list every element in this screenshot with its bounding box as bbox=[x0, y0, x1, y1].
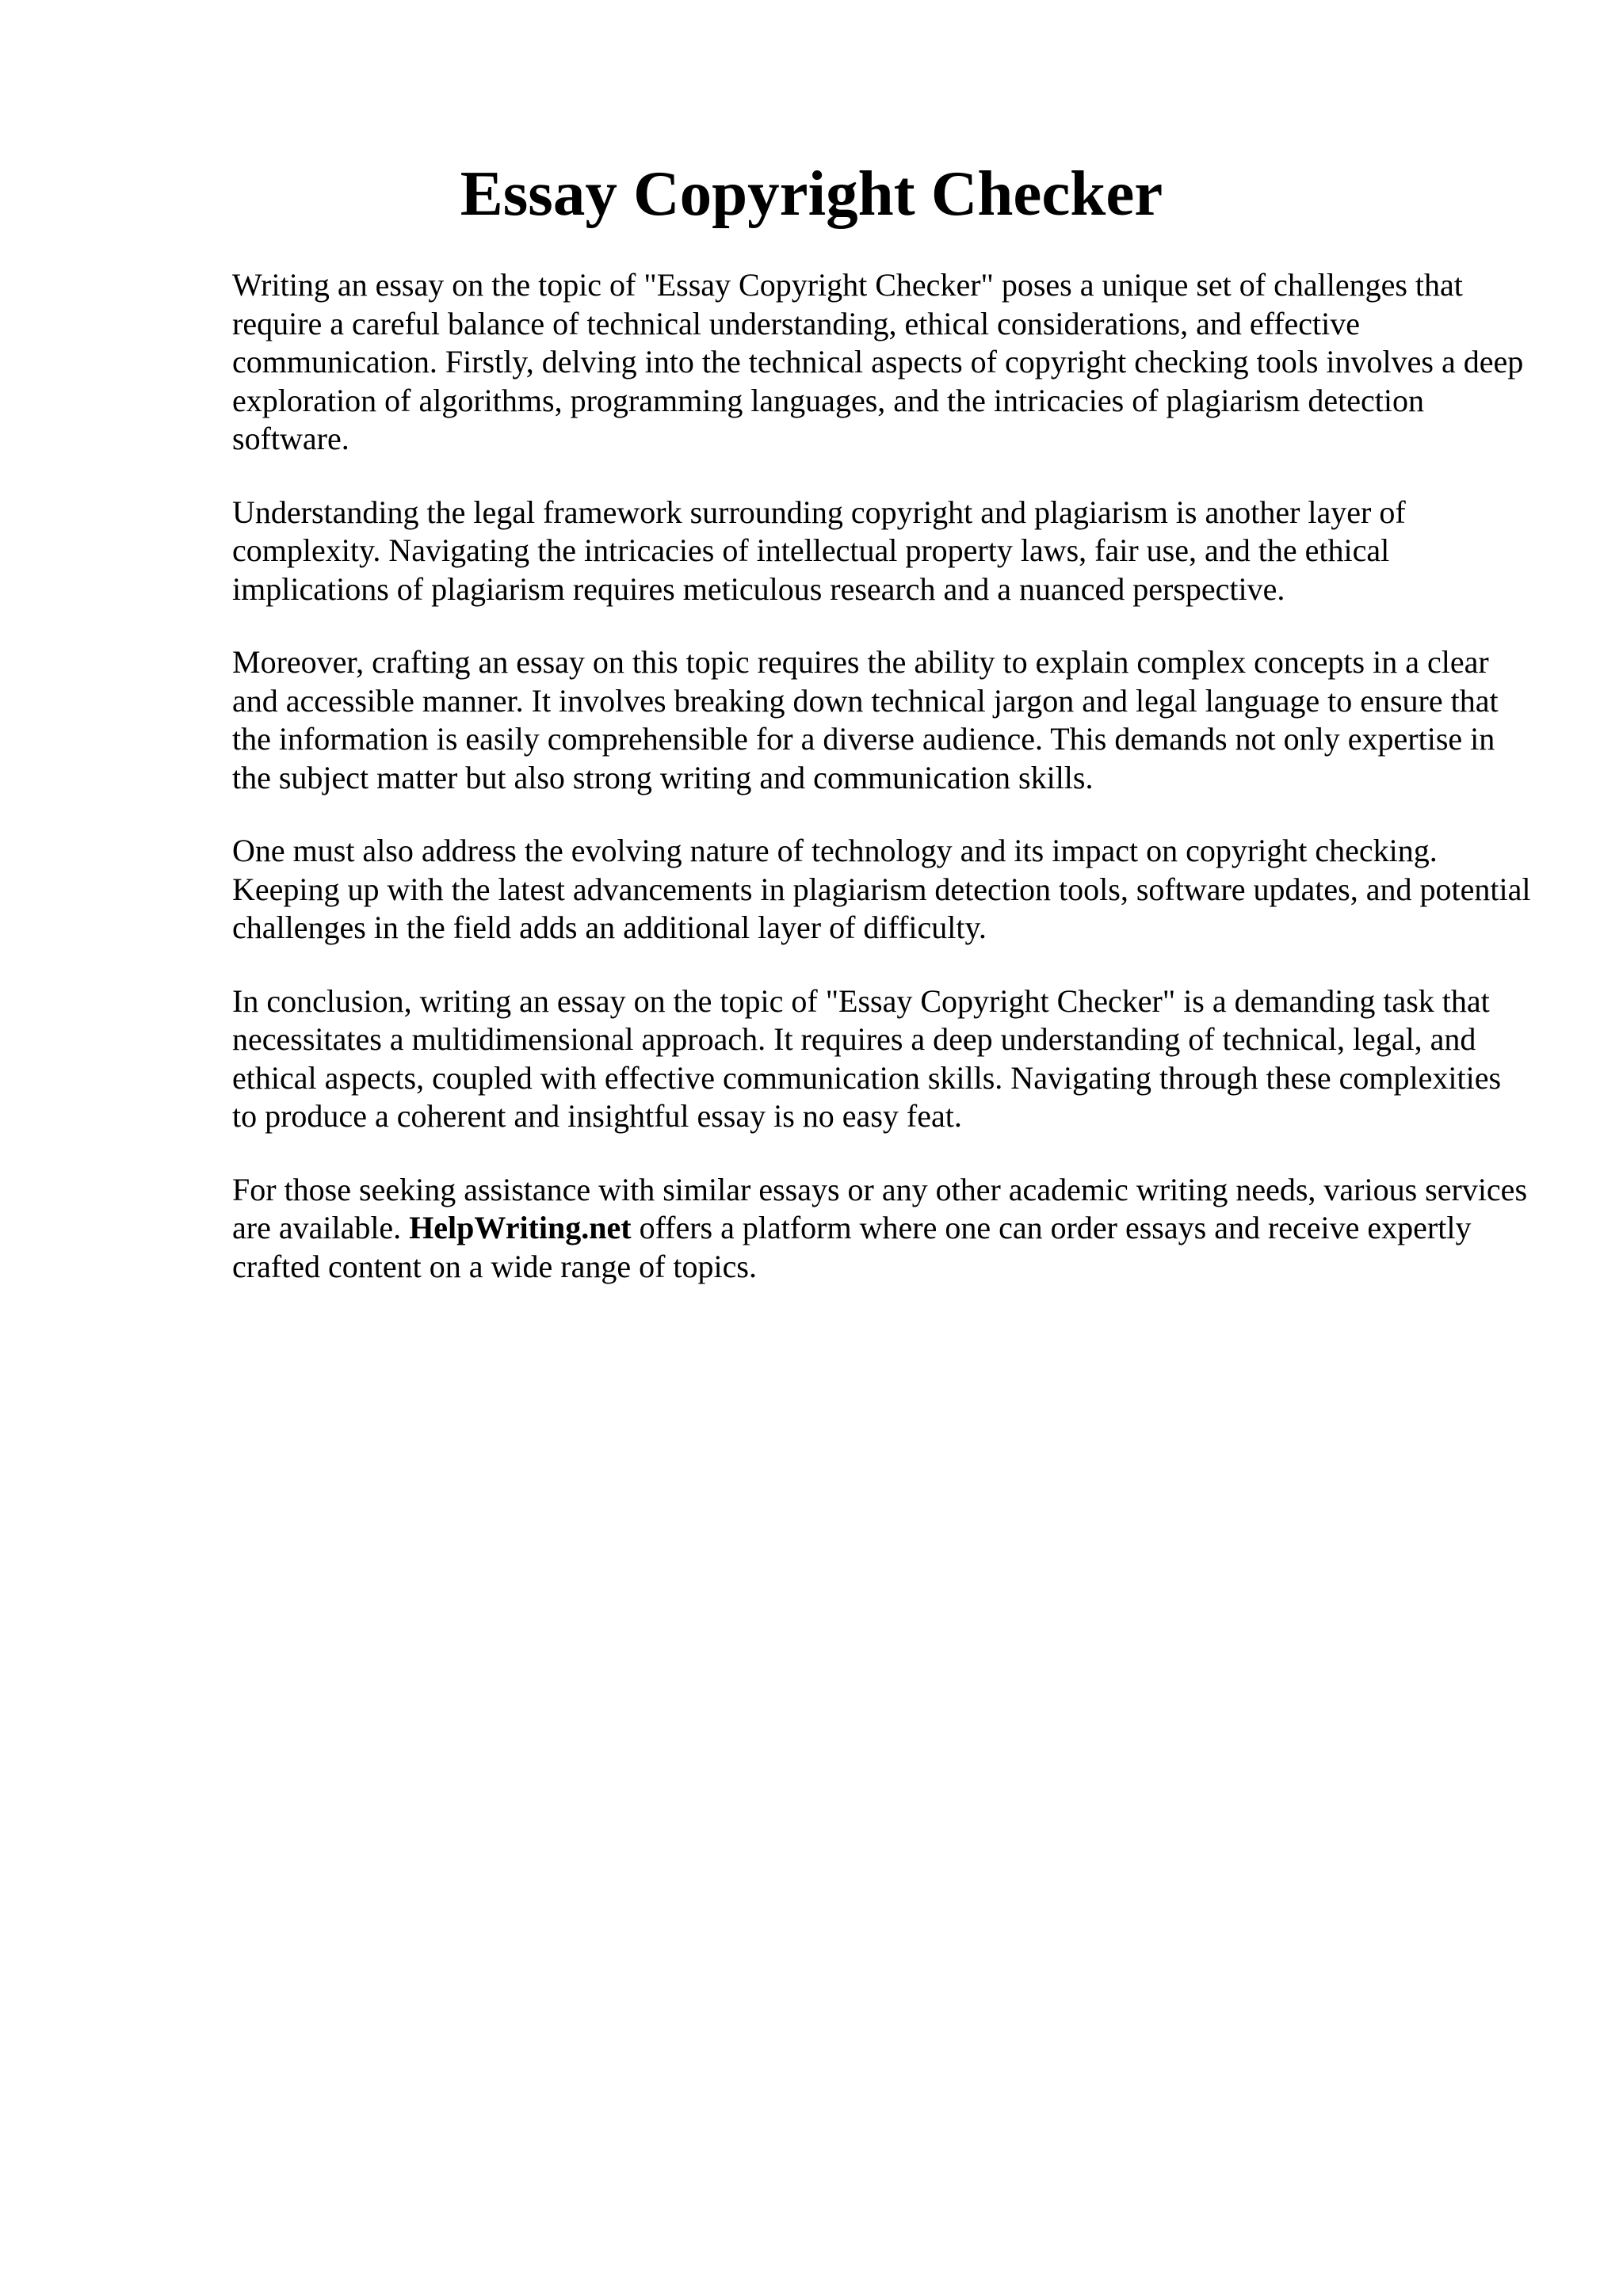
document-title: Essay Copyright Checker bbox=[460, 158, 1163, 229]
paragraph-closing bbox=[232, 1171, 1532, 1287]
document-body bbox=[232, 266, 1532, 1321]
paragraph-legal: Understanding the legal framework surrounding copyright and plagiarism is another layer of complexity. Navigating the intricacies of intellectual property laws, fair use, and the ethical implications of plagiarism requires meticulous research and a nuanced perspective. bbox=[232, 494, 1406, 607]
paragraph-communication: Moreover, crafting an essay on this topic requires the ability to explain complex concepts in a clear and accessible manner. It involves breaking down technical jargon and legal language to ensure that the information is easily comprehensible for a diverse audience. This demands not only expertise in the subject matter but also strong writing and communication skills. bbox=[232, 644, 1499, 795]
paragraph-conclusion: In conclusion, writing an essay on the topic of "Essay Copyright Checker" is a demanding task that necessitates a multidimensional approach. It requires a deep understanding of technical, legal, and ethical aspects, coupled with effective communication skills. Navigating through these complexities to produce a coherent and insightful essay is no easy feat. bbox=[232, 982, 1502, 1134]
closing-text-before: For those seeking assistance with similar essays or any other academic writing needs, various services are available. bbox=[232, 1171, 1528, 1245]
closing-text-after: offers a platform where one can order essays and receive expertly crafted content on a wide range of topics. bbox=[232, 1210, 1472, 1284]
paragraph-technology: One must also address the evolving nature of technology and its impact on copyright checking. Keeping up with the latest advancements in plagiarism detection tools, software updates, and potential challenges in the field adds an additional layer of difficulty. bbox=[232, 833, 1531, 945]
brand-name: HelpWriting.net bbox=[409, 1210, 632, 1245]
paragraph-intro: Writing an essay on the topic of "Essay Copyright Checker" poses a unique set of challenges that require a careful balance of technical understanding, ethical considerations, and effective communication. Firstly, delving into the technical aspects of copyright checking tools involves a deep exploration of algorithms, programming languages, and the intricacies of plagiarism detection software. bbox=[232, 267, 1524, 456]
